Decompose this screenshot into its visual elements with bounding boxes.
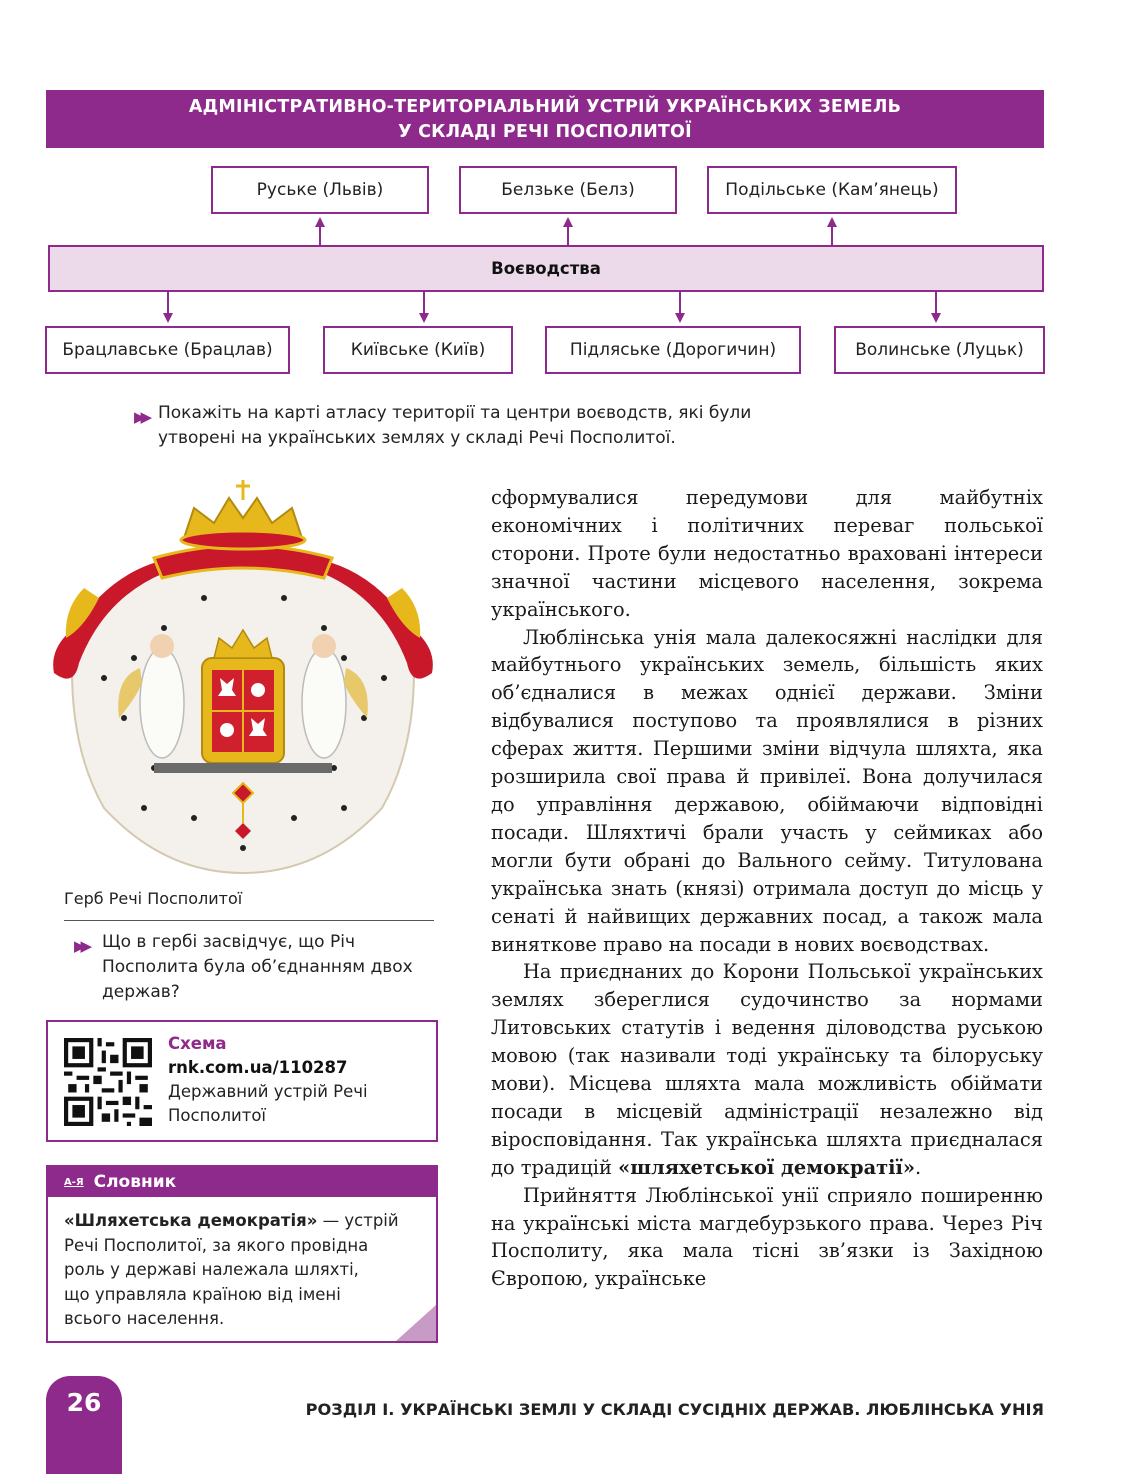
glossary-title: Словник [93,1172,177,1192]
node-pidliaske [545,326,801,374]
node-bratslavske-label: Брацлавське (Брацлав) [62,340,273,360]
paragraph-2: Люблінська унія мала далекосяжні наслідки для майбутнього українських земель, більшість яких об’єдналися в межах однієї держави. Зміни відбувалися поступово та проявлялися в різних сферах життя. Першими зміни відчула шляхта, яка розширила свої права й привілеї. Вона долучилася до управління державою, обіймаючи відповідні посади. Шляхтичі брали участь у сеймиках або могли бути обрані до Вального сейму. Титулована українська знать (князі) отримала доступ до місць у сенаті й найвищих державних посад, а також мала виняткове право на посади в нових воєводствах. [491,625,1043,956]
paragraph-3-term: «шляхетської демократії» [618,1155,916,1179]
scheme-title-banner [46,90,1044,148]
coat-of-arms-caption: Герб Речі Посполитої [64,887,434,921]
node-kyivske-label: Київське (Київ) [350,340,486,360]
glossary-definition [48,1197,436,1332]
node-belzke-label: Белзьке (Белз) [501,180,635,200]
coat-of-arms-image [44,478,442,878]
node-voievodstva-label: Воєводства [491,259,601,278]
node-belzke [459,166,677,214]
node-podilske [707,166,957,214]
double-arrow-icon: ▶▶ [134,408,148,426]
node-volynske-label: Волинське (Луцьк) [855,340,1024,360]
glossary-def-2: Речі Посполитої, за якого провідна [64,1235,369,1255]
glossary-term: «Шляхетська демократія» [64,1211,318,1230]
section-title-footer: РОЗДІЛ І. УКРАЇНСЬКІ ЗЕМЛІ У СКЛАДІ СУСІДНІХ ДЕРЖАВ. ЛЮБЛІНСЬКА УНІЯ [305,1400,1044,1419]
node-kyivske [323,326,513,374]
node-volynske [834,326,1045,374]
paragraph-3-end: . [915,1155,922,1179]
node-bratslavske [45,326,290,374]
task-map-question [134,401,794,451]
page-number: 26 [66,1388,102,1417]
paragraph-1: сформувалися передумови для майбутніх економічних і політичних переваг польської сторони. Проте були недостатньо враховані інтереси значної частини місцевого населення, зокрема українського. [491,486,1043,621]
glossary-def-1: — устрій [317,1211,399,1230]
glossary-def-5: всього населення. [64,1309,225,1328]
double-arrow-icon: ▶▶ [74,937,88,955]
main-body-text [491,484,1043,1293]
scheme-title-line-2: У СКЛАДІ РЕЧІ ПОСПОЛИТОЇ [398,122,692,142]
task-1-line-2: утворені на українських землях у складі Речі Посполитої. [158,428,676,448]
node-pidliaske-label: Підляське (Дорогичин) [569,340,777,360]
node-podilske-label: Подільське (Кам’янець) [725,180,939,200]
scheme-title-line-1: АДМІНІСТРАТИВНО-ТЕРИТОРІАЛЬНИЙ УСТРІЙ УКРАЇНСЬКИХ ЗЕМЕЛЬ [188,97,902,117]
glossary-def-3: роль у державі належала шляхті, [64,1260,359,1279]
task-2-line-1: Що в гербі засвідчує, що Річ [102,932,355,952]
task-2-line-3: держав? [102,982,180,1002]
scheme-link-title: Схема [168,1034,227,1053]
page-number-tab [46,1376,122,1474]
task-coat-question [74,930,444,1005]
qr-code-icon[interactable] [64,1038,152,1126]
paragraph-3 [491,958,1043,1181]
node-voievodstva [48,245,1044,292]
scheme-link-desc-1: Державний устрій Речі [168,1082,368,1101]
scheme-link-text [168,1032,428,1128]
task-1-line-1: Покажіть на карті атласу території та центри воєводств, які були [158,403,752,423]
page-corner-icon [396,1305,436,1341]
glossary-box [46,1165,438,1343]
paragraph-3-start: На приєднаних до Корони Польської українських землях збереглися судочинство за нормами Литовських статутів і ведення діловодства руською мовою (так називали тоді українську та білоруську мови). Місцева шляхта мала можливість обіймати посади в місцевій адміністрації незалежно від віросповідання. Так українська шляхта приєдналася до традицій [491,960,1043,1179]
node-ruske-label: Руське (Львів) [256,180,384,200]
task-2-line-2: Посполита була об’єднанням двох [102,957,413,977]
scheme-link-box[interactable] [46,1020,438,1142]
scheme-link-desc-2: Посполитої [168,1106,267,1125]
scheme-link-url[interactable]: rnk.com.ua/110287 [168,1058,348,1077]
glossary-az-icon: А-Я [64,1176,84,1188]
glossary-def-4: що управляла країною від імені [64,1284,341,1304]
paragraph-4: Прийняття Люблінської унії сприяло поширенню на українські міста магдебурзького права. Через Річ Посполиту, яка мала тісні зв’язки із Західною Європою, українське [491,1183,1043,1291]
node-ruske [211,166,429,214]
glossary-header [48,1167,436,1197]
